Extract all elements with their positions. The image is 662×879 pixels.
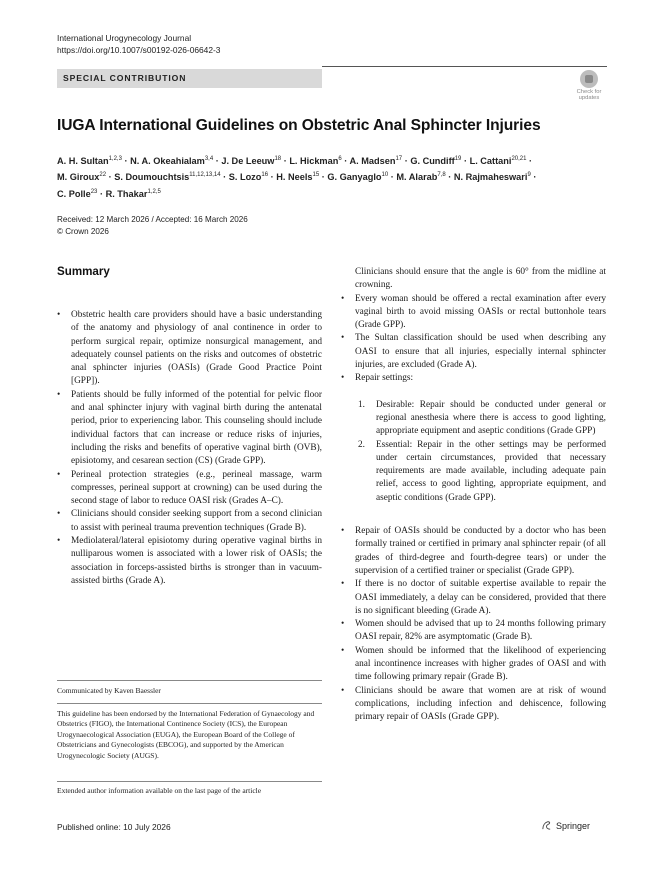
- published-online: Published online: 10 July 2026: [57, 822, 171, 832]
- author-affiliation: 10: [381, 172, 389, 179]
- author-affiliation: 3,4: [204, 156, 214, 162]
- author-name[interactable]: J. De Leeuw: [221, 156, 275, 167]
- repair-settings-list: [355, 399, 606, 505]
- communicated-note: Communicated by Kaven Baessler: [57, 686, 161, 695]
- header-rule: [322, 66, 607, 67]
- extended-info-note: Extended author information available on the last page of the article: [57, 786, 262, 795]
- author-name[interactable]: G. Cundiff: [410, 156, 455, 167]
- author-name[interactable]: M. Giroux: [57, 172, 100, 183]
- summary-bullet: • If there is no doctor of suitable expertise available to repair the OASI immediately, a delay can be considered, provided that there is no significant bleeding (Grade A).: [341, 578, 606, 618]
- repair-setting-number: 1.: [358, 399, 365, 410]
- repair-setting-item: [355, 399, 606, 439]
- summary-bullet: • Every woman should be offered a rectal examination after every vaginal birth to avoid missing OASIs or rectal buttonhole tears (Grade GPP).: [341, 293, 606, 333]
- author-name[interactable]: R. Thakar: [105, 189, 148, 199]
- left-column: [57, 309, 322, 588]
- author-name[interactable]: H. Neels: [276, 172, 313, 183]
- note-rule-2: [57, 703, 322, 704]
- repair-setting-text: Essential: Repair in the other settings may be performed under certain circumstances, provided that necessary requirements are made available, including adequate pain relief, access to good lighting, appropriate equipment, and aseptic conditions (Grade GPP).: [376, 439, 606, 503]
- author-name[interactable]: N. Rajmaheswari: [453, 172, 528, 183]
- journal-name: International Urogynecology Journal: [57, 33, 192, 43]
- publisher-name: Springer: [556, 821, 591, 831]
- author-affiliation: 11,12,13,14: [189, 172, 221, 179]
- endorsement-note: This guideline has been endorsed by the International Federation of Gynaecology and Obstetrics (FIGO), the International Continence Society (ICS), the European Urogynaecological Association (EUGA), the European Board of the College of Obstetricians and Gynecologists (EBCOG), and supported by the American Urogynecologic Society (AUGS).: [57, 709, 315, 760]
- summary-bullet: • Women should be informed that the likelihood of experiencing anal incontinence increases with higher grades of OASI and with time following primary repair (Grade B).: [341, 645, 606, 685]
- summary-bullet: • Repair of OASIs should be conducted by a doctor who has been formally trained or certified in primary anal sphincter repair (of all grades of third-degree and fourth-degree tears) or under the supervision of a certified trainer or specialist (Grade GPP).: [341, 525, 606, 578]
- summary-bullet: • Perineal protection strategies (e.g., perineal massage, warm compresses, perineal support at crowning) can be used during the second stage of labor to reduce OASI risk (Grades A–C).: [57, 469, 322, 509]
- repair-setting-text: Desirable: Repair should be conducted under general or regional anesthesia where there is access to good lighting, appropriate equipment and aseptic conditions (Grade GPP): [376, 399, 606, 437]
- article-dates: [57, 214, 357, 237]
- author-name[interactable]: G. Ganyaglo: [327, 172, 382, 183]
- author-affiliation: 16: [261, 172, 269, 179]
- summary-heading: Summary: [57, 265, 110, 278]
- author-affiliation: 18: [274, 156, 282, 162]
- author-affiliation: 22: [99, 172, 107, 179]
- author-name[interactable]: C. Polle: [57, 189, 91, 199]
- author-affiliation: 7,8: [437, 172, 446, 179]
- check-for-updates-badge[interactable]: [571, 70, 607, 106]
- journal-header: [57, 32, 220, 56]
- author-affiliation: 1,2,5: [147, 188, 161, 195]
- check-updates-line2: updates: [578, 95, 600, 102]
- author-affiliation: 20,21: [511, 156, 527, 162]
- author-name[interactable]: S. Doumouchtsis: [114, 172, 190, 183]
- author-affiliation: 19: [454, 156, 462, 162]
- continuation-text: Clinicians should ensure that the angle is 60° from the midline at crowning.: [355, 267, 606, 291]
- author-name[interactable]: A. H. Sultan: [57, 156, 109, 167]
- repair-setting-number: 2.: [358, 439, 365, 450]
- section-label: SPECIAL CONTRIBUTION: [63, 73, 187, 83]
- summary-bullet: • Women should be advised that up to 24 months following primary OASI repair, 82% are asymptomatic (Grade B).: [341, 618, 606, 645]
- author-affiliation: 6: [338, 156, 342, 162]
- author-name[interactable]: M. Alarab: [396, 172, 438, 183]
- summary-bullet: • Mediolateral/lateral episiotomy during operative vaginal births in nulliparous women is associated with a lower risk of OASIs; the association in forceps-assisted births is stronger than in vacuum-assisted births (Grade A).: [57, 535, 322, 588]
- note-rule-1: [57, 680, 322, 681]
- author-affiliation: 9: [527, 172, 531, 179]
- note-rule-3: [57, 781, 322, 782]
- summary-bullet: • Clinicians should be aware that women are at risk of wound complications, including infection and dehiscence, following primary repair of OASIs (Grade GPP).: [341, 685, 606, 725]
- author-name[interactable]: L. Cattani: [469, 156, 512, 167]
- summary-bullet: • The Sultan classification should be used when describing any OASI to ensure that all injuries, especially internal sphincter injuries, are excluded (Grade A).: [341, 332, 606, 372]
- right-column: [341, 266, 606, 725]
- author-name[interactable]: A. Madsen: [349, 156, 396, 167]
- author-list: A. H. Sultan$^{1,2,3}$ · N. A. Okeahialam$^{3,4}$ · J. De Leeuw$^{18}$ · L. Hickman$^6$ · A. Madsen$^{17}$ · G. Cundiff$^{19}$ · L. Cattani$^{20,21}$ · M. Giroux$^{22}$ · S. Doumouchtsis$^{11,12,13,14}$ · S. Lozo$^{16}$ · H. Neels$^{15}$ · G. Ganyaglo$^{10}$ · M. Alarab$^{7,8}$ · N. Rajmaheswari$^9$ · C. Polle$^{23}$ · R. Thakar$^{1,2,5}$: [57, 156, 537, 199]
- check-updates-icon: [580, 70, 598, 88]
- author-name[interactable]: N. A. Okeahialam: [130, 156, 205, 167]
- author-affiliation: 23: [90, 188, 98, 195]
- repair-setting-item: [355, 439, 606, 505]
- summary-bullet: • Clinicians should consider seeking support from a second clinician to assist with perineal trauma prevention techniques (Grade B).: [57, 508, 322, 535]
- summary-bullet: • Obstetric health care providers should have a basic understanding of the anatomy and physiology of anal continence in order to perform surgical repair, optimize nonsurgical management, and adequately counsel patients on the risks and outcomes of obstetric anal sphincter injuries (OASIs) (Grade Good Practice Point [GPP]).: [57, 309, 322, 389]
- check-updates-line1: Check for: [576, 89, 602, 95]
- author-affiliation: 15: [312, 172, 320, 179]
- author-affiliation: 17: [395, 156, 403, 162]
- copyright: © Crown 2026: [57, 226, 109, 236]
- author-affiliation: 1,2,3: [108, 156, 122, 162]
- author-name[interactable]: S. Lozo: [228, 172, 262, 183]
- summary-bullet: • Patients should be fully informed of the potential for pelvic floor and anal sphincter injury with vaginal birth during the antenatal period, prior to experiencing labor. This counseling should include individual factors that can increase or reduce risks of injuries, including the risks and benefits of operative vaginal birth (OVB), episiotomy, and cesarean section (CS) (Grade GPP).: [57, 389, 322, 469]
- received-accepted: Received: 12 March 2026 / Accepted: 16 March 2026: [57, 215, 248, 224]
- summary-bullet: • Repair settings:: [341, 372, 606, 385]
- springer-horse-icon: [541, 820, 552, 831]
- article-title: IUGA International Guidelines on Obstetric Anal Sphincter Injuries: [57, 117, 541, 134]
- doi-link[interactable]: https://doi.org/10.1007/s00192-026-06642-3: [57, 45, 221, 56]
- author-name[interactable]: L. Hickman: [289, 156, 339, 167]
